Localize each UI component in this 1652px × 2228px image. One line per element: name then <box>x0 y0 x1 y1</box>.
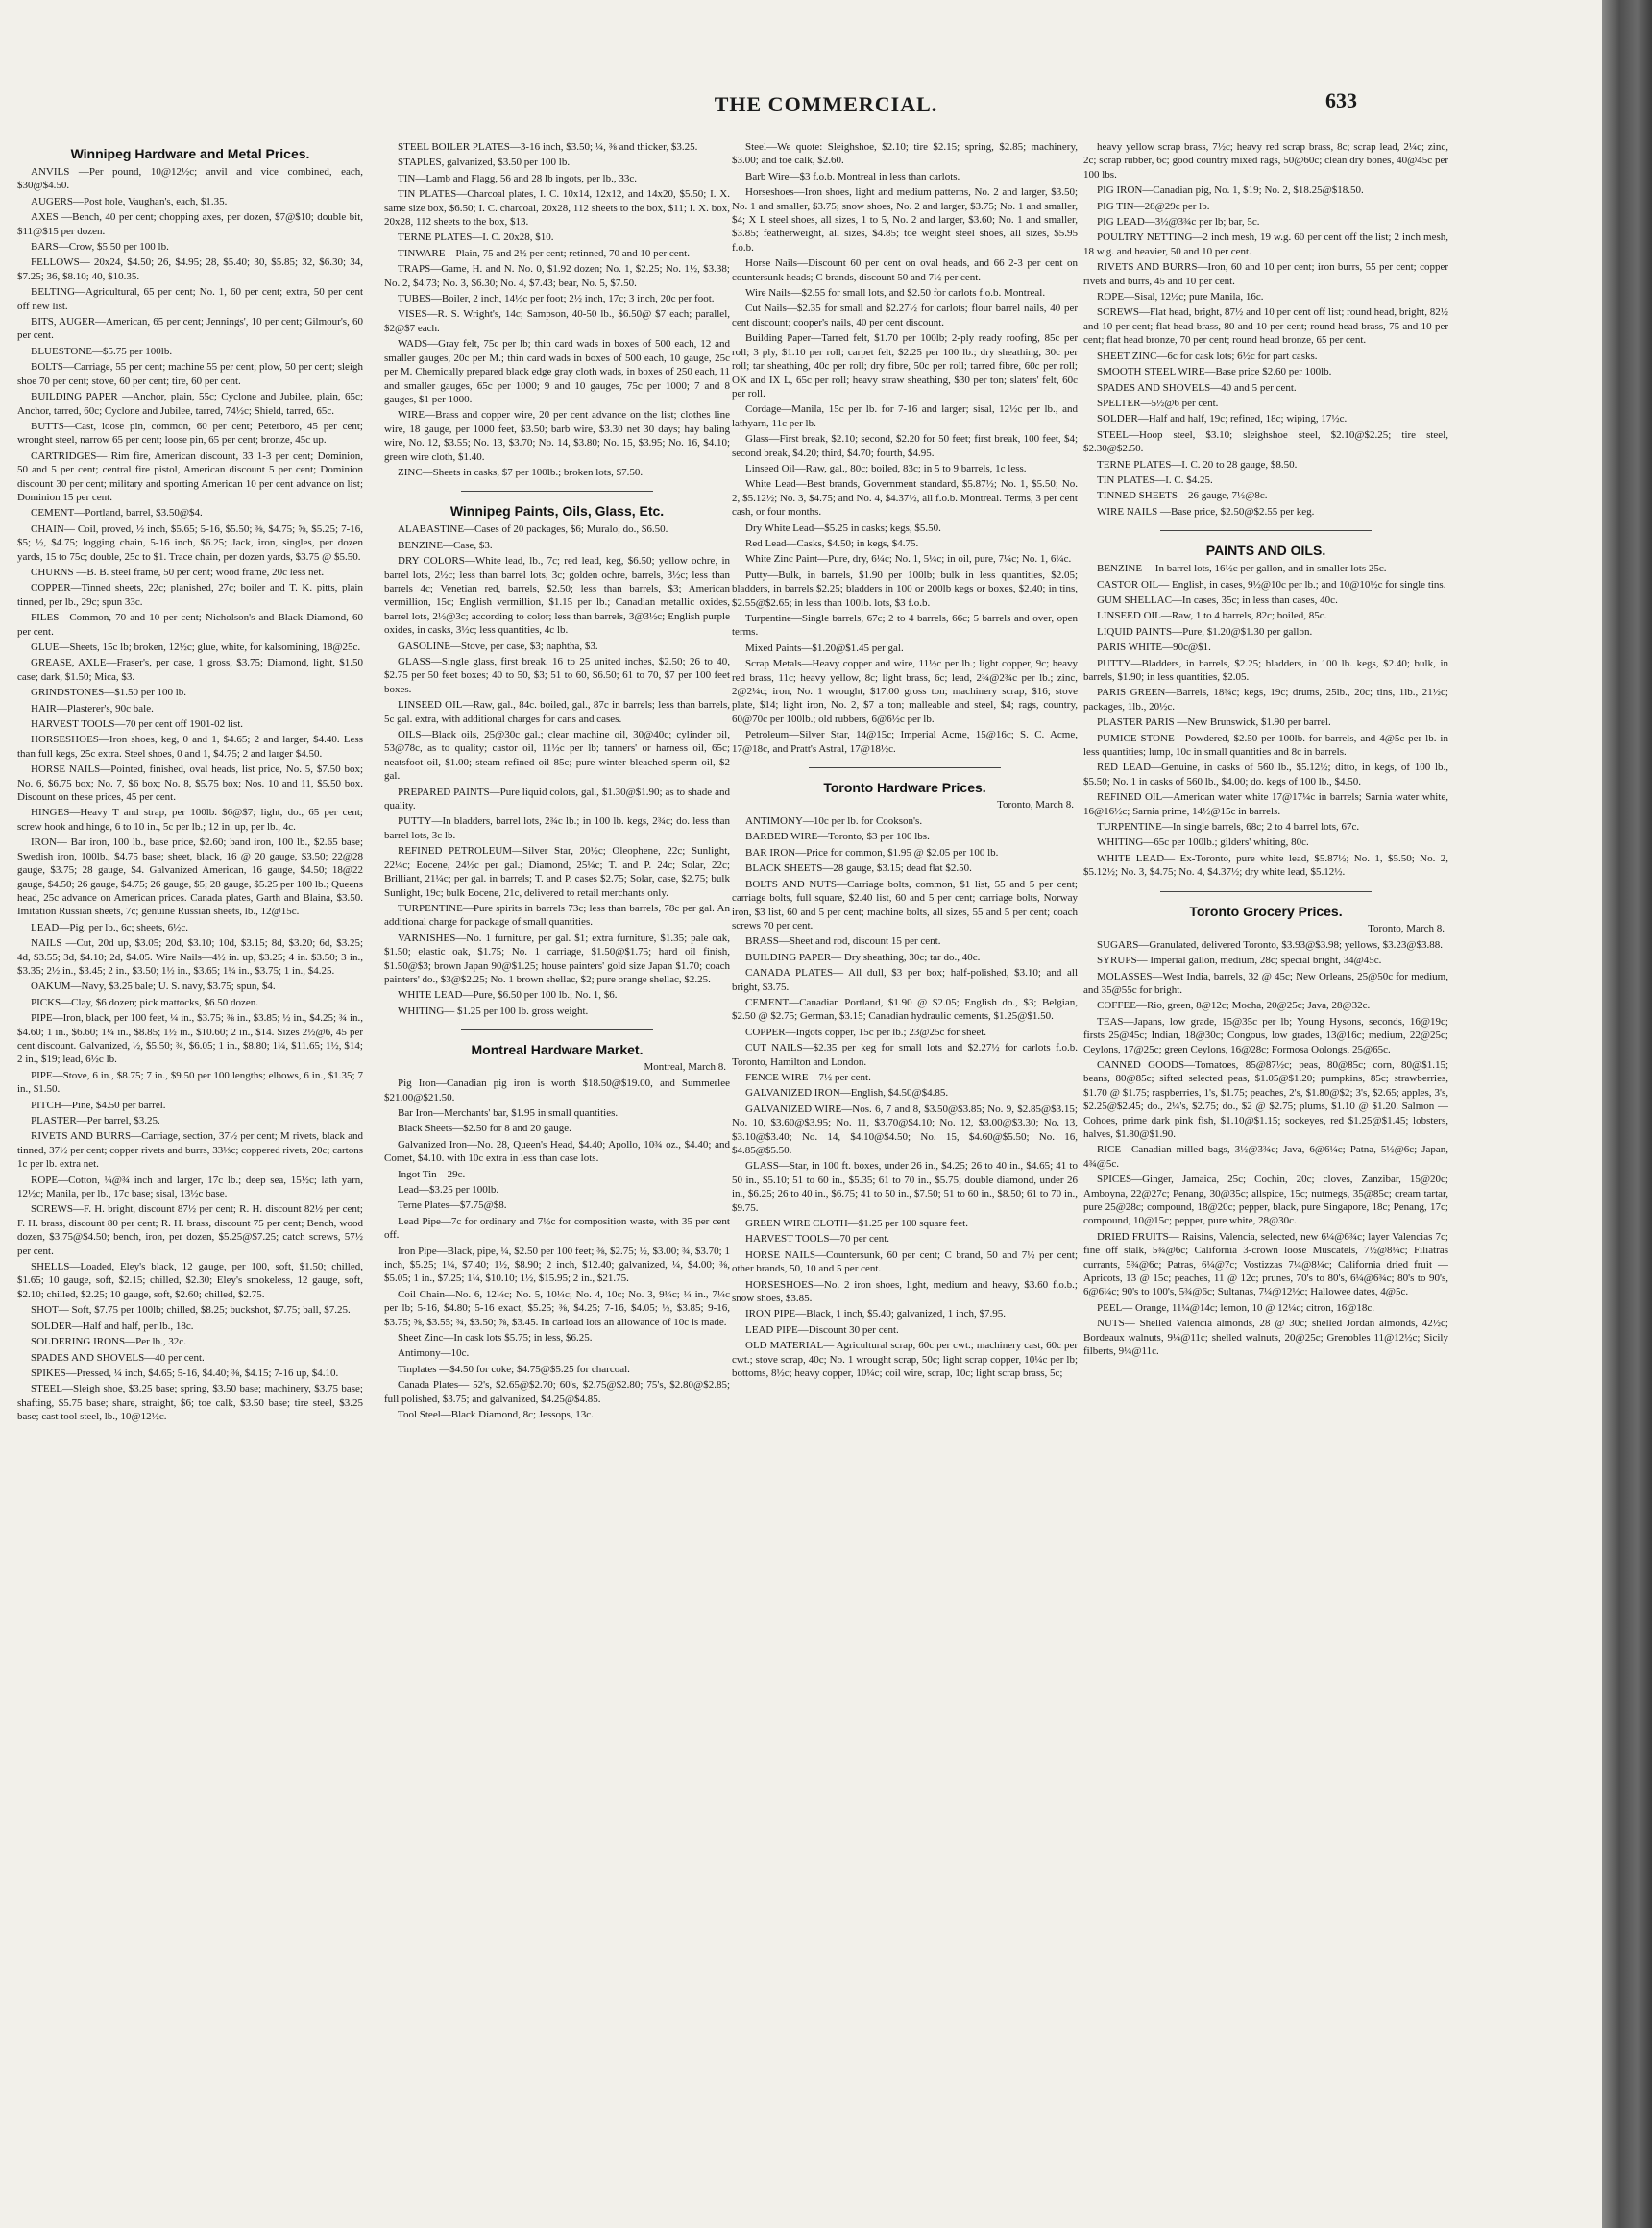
price-entry: HAIR—Plasterer's, 90c bale. <box>31 702 154 714</box>
price-entry: BELTING—Agricultural, 65 per cent; No. 1, 60 per cent; extra, 50 per cent off new list. <box>17 286 363 312</box>
price-entry: SHELLS—Loaded, Eley's black, 12 gauge, per 100, soft, $1.50; chilled, $1.65; 10 gauge, soft, $2.15; chilled, $2.30; Eley's smokeless, 12 gauge, soft, $2.10; chilled, $2.25; 10 gauge, soft, $2.60; chilled, $2.75. <box>17 1261 363 1300</box>
price-entry: WHITE LEAD—Pure, $6.50 per 100 lb.; No. 1, $6. <box>398 989 618 1002</box>
price-entry: REFINED OIL—American water white 17@17¼c in barrels; Sarnia water white, 16@16½c; Sarnia prime, 14½@15c in barrels. <box>1083 791 1448 817</box>
price-entry: SPICES—Ginger, Jamaica, 25c; Cochin, 20c; cloves, Zanzibar, 15@20c; Amboyna, 22@27c; Penang, 30@35c; allspice, 15c; nutmegs, 35@85c; cream tartar, pure 25@28c; compound, 18@20c; pepper, black, pure Singapore, 18c; Penang, 17c; compound, 10@15c; pepper, pure white, 28@30c. <box>1083 1174 1448 1227</box>
price-entry: COPPER—Ingots copper, 15c per lb.; 23@25c for sheet. <box>745 1026 987 1038</box>
price-entry: TEAS—Japans, low grade, 15@35c per lb; Young Hysons, seconds, 16@19c; firsts 25@45c; Indian, 18@30c; Congous, low grades, 13@16c; medium, 22@25c; Ceylons, 17@25c; green Ceylons, 16@28c; Formosa Oolongs, 25@65c. <box>1083 1015 1448 1055</box>
price-entry: POULTRY NETTING—2 inch mesh, 19 w.g. 60 per cent off the list; 2 inch mesh, 18 w.g. and heavier, 50 and 10 per cent. <box>1083 231 1448 257</box>
price-entry: BLACK SHEETS—28 gauge, $3.15; dead flat $2.50. <box>745 862 972 875</box>
price-entry: PUTTY—In bladders, barrel lots, 2¾c lb.; in 100 lb. kegs, 2¾c; do. less than barrel lots, 3c lb. <box>384 815 730 841</box>
price-entry: BLUESTONE—$5.75 per 100lb. <box>31 345 173 357</box>
price-entry: MOLASSES—West India, barrels, 32 @ 45c; New Orleans, 25@50c for medium, and 35@55c for bright. <box>1083 970 1448 996</box>
price-entry: BOLTS—Carriage, 55 per cent; machine 55 per cent; plow, 50 per cent; sleigh shoe 70 per cent; stove, 60 per cent; tire, 60 per cent. <box>17 361 363 387</box>
price-entry: Antimony—10c. <box>398 1347 470 1360</box>
price-entry: VISES—R. S. Wright's, 14c; Sampson, 40-50 lb., $6.50@ $7 each; parallel, $2@$7 each. <box>384 308 730 334</box>
price-entry: RIVETS AND BURRS—Carriage, section, 37½ per cent; M rivets, black and tinned, 37½ per cent; copper rivets and burrs, 33⅓c; coppered rivets, 20c; cartons 1c per lb. extra net. <box>17 1130 363 1171</box>
price-entry: CEMENT—Portland, barrel, $3.50@$4. <box>31 507 203 520</box>
book-spine <box>1602 0 1652 2228</box>
price-entry: TIN—Lamb and Flagg, 56 and 28 lb ingots, per lb., 33c. <box>398 172 637 184</box>
price-entry: CARTRIDGES— Rim fire, American discount, 33 1-3 per cent; Dominion, 50 and 5 per cent; central fire pistol, American discount 5 per cent; Dominion discount 30 per cent; military and sporting American 10 per cent advance on list; Dominion 15 per cent. <box>17 449 363 503</box>
section-dateline: Montreal, March 8. <box>644 1061 726 1074</box>
price-entry: PUMICE STONE—Powdered, $2.50 per 100lb. for barrels, and 4@5c per lb. in less quantities; lump, 10c in small quantities and 8c in barrels. <box>1083 732 1448 759</box>
price-entry: Ingot Tin—29c. <box>398 1168 466 1180</box>
section-title: Montreal Hardware Market. <box>471 1042 644 1058</box>
price-entry: TIN PLATES—I. C. $4.25. <box>1097 473 1213 486</box>
price-entry: AXES —Bench, 40 per cent; chopping axes, per dozen, $7@$10; double bit, $11@$15 per dozen. <box>17 211 363 237</box>
price-entry: PIG IRON—Canadian pig, No. 1, $19; No. 2, $18.25@$18.50. <box>1097 184 1364 197</box>
column-3 <box>732 140 1078 2205</box>
price-entry: STEEL—Sleigh shoe, $3.25 base; spring, $3.50 base; machinery, $3.75 base; shafting, $5.75 base; share, straight, $6; toe calk, $3.50 base; tire steel, $3.25 base; cast tool steel, lb., 10@12½c. <box>17 1383 363 1423</box>
price-entry: BAR IRON—Price for common, $1.95 @ $2.05 per 100 lb. <box>745 846 999 859</box>
price-entry: PICKS—Clay, $6 dozen; pick mattocks, $6.50 dozen. <box>31 996 258 1008</box>
section-divider <box>809 767 1001 768</box>
price-entry: Dry White Lead—$5.25 in casks; kegs, $5.50. <box>745 521 941 534</box>
section-dateline: Toronto, March 8. <box>1368 922 1445 934</box>
price-entry: PLASTER—Per barrel, $3.25. <box>31 1115 160 1126</box>
price-entry: SOLDER—Half and half, per lb., 18c. <box>31 1320 194 1332</box>
price-entry: ZINC—Sheets in casks, $7 per 100lb.; broken lots, $7.50. <box>398 466 644 478</box>
section-dateline: Toronto, March 8. <box>997 799 1074 811</box>
price-entry: PITCH—Pine, $4.50 per barrel. <box>31 1099 166 1111</box>
price-entry: WADS—Gray felt, 75c per lb; thin card wads in boxes of 500 each, 12 and smaller gauges, 20c per M.; thin card wads in boxes of 500 each, 10 gauge, 25c per M. Chemically prepared black edge gray cloth wads, in boxes of 250 each, 11 and smaller gauges, 65c per 1000; 9 and 10 gauges, 75c per 1000; 7 and 8 gauges, $1 per 1000. <box>384 338 730 405</box>
price-entry: SHEET ZINC—6c for cask lots; 6½c for part casks. <box>1097 350 1318 362</box>
price-entry: SMOOTH STEEL WIRE—Base price $2.60 per 100lb. <box>1097 366 1332 378</box>
price-entry: GALVANIZED IRON—English, $4.50@$4.85. <box>745 1087 949 1100</box>
column-4 <box>1083 140 1448 2205</box>
price-entry: Horse Nails—Discount 60 per cent on oval heads, and 66 2-3 per cent on countersunk heads; C brands, discount 50 and 7½ per cent. <box>732 257 1078 283</box>
page-number: 633 <box>1325 88 1357 112</box>
price-entry: White Zinc Paint—Pure, dry, 6¼c; No. 1, 5¼c; in oil, pure, 7¼c; No. 1, 6¼c. <box>745 553 1072 566</box>
price-entry: SCREWS—Flat head, bright, 87½ and 10 per cent off list; round head, bright, 82½ and 10 per cent; flat head brass, 80 and 10 per cent; round head brass, 75 and 10 per cent; flat head bronze, 70 per cent; round head bronze, 65 per cent. <box>1083 306 1448 347</box>
price-entry: RIVETS AND BURRS—Iron, 60 and 10 per cent; iron burrs, 55 per cent; copper rivets and burrs, 45 and 10 per cent. <box>1083 261 1448 287</box>
price-entry: REFINED PETROLEUM—Silver Star, 20½c; Oleophene, 22c; Sunlight, 22¼c; Eocene, 24½c per gal.; Diamond, 25¼c; T. and P. 24c; Solar, 22c; Brilliant, 21¼c; per gal. in barrels; T. and P. cases $2.75; Solar, case, $2.75; bulk Sunlight, 19c; bulk Eocene, 21c, delivered to retail merchants only. <box>384 845 730 899</box>
price-entry: HORSESHOES—No. 2 iron shoes, light, medium and heavy, $3.60 f.o.b.; snow shoes, $3.85. <box>732 1278 1078 1305</box>
price-entry: Building Paper—Tarred felt, $1.70 per 100lb; 2-ply ready roofing, 85c per roll; 3 ply, $1.10 per roll; carpet felt, $2.25 per 100 lb.; dry sheathing, 30c per roll; tar sheathing, 40c per roll; dry fibre, 50c per roll; tarred fibre, 60c per roll; OK and IX L, 65c per roll; heavy straw sheathing, $30 per ton; slaters' felt, 60c per roll. <box>732 332 1078 400</box>
section-divider <box>461 1029 653 1030</box>
price-entry: SHOT— Soft, $7.75 per 100lb; chilled, $8.25; buckshot, $7.75; ball, $7.25. <box>31 1304 351 1317</box>
price-entry: PARIS GREEN—Barrels, 18¾c; kegs, 19c; drums, 25lb., 20c; tins, 1lb., 21½c; packages, 1lb., 20½c. <box>1083 687 1448 713</box>
price-entry: White Lead—Best brands, Government standard, $5.87½; No. 1, $5.50; No. 2, $5.12½; No. 3, $4.75; and No. 4, $4.37½, all f.o.b. Montreal. Terms, 3 per cent cash, or four months. <box>732 478 1078 519</box>
price-entry: RED LEAD—Genuine, in casks of 560 lb., $5.12½; ditto, in kegs, of 100 lb., $5.50; No. 1 in casks of 560 lb., $4.00; do. kegs of 100 lb., $4.50. <box>1083 762 1448 787</box>
price-entry: PUTTY—Bladders, in barrels, $2.25; bladders, in 100 lb. kegs, $2.40; bulk, in barrels, $1.90; in less quantities, $2.05. <box>1083 657 1448 683</box>
price-entry: PARIS WHITE—90c@$1. <box>1097 642 1211 654</box>
column-1 <box>17 140 363 2205</box>
price-entry: CANNED GOODS—Tomatoes, 85@87½c; peas, 80@85c; corn, 80@$1.15; beans, 80@85c; sifted selected peas, $1.05@$1.20; pumpkins, 85c; strawberries, $1.70 @ $1.75; raspberries, 1's, $1.75; peaches, 2's, $1.80@$2; 3's, $2.65; apples, 3's, $2.25@$2.45; do., 2¼'s, $2.75; do., $2 @ $2.75; plums, $1.10 @ $1.20. Salmon —Cohoes, prime dark pink fish, $1.10@$1.15; sockeyes, red $1.25@$1.45; lobsters, halves, $1.80@$1.90. <box>1083 1058 1448 1140</box>
price-entry: GLASS—Star, in 100 ft. boxes, under 26 in., $4.25; 26 to 40 in., $4.65; 41 to 50 in., $5.10; 51 to 60 in., $5.35; 61 to 70 in., $5.75; double diamond, under 26 in., $6.25; 26 to 40 in., $6.75; 41 to 50 in., $7.50; 51 to 60 in., $8.50; 61 to 70 in., $9.75. <box>732 1160 1078 1214</box>
price-entry: Cordage—Manila, 15c per lb. for 7-16 and larger; sisal, 12½c per lb., and lathyarn, 11c per lb. <box>732 403 1078 429</box>
price-entry: AUGERS—Post hole, Vaughan's, each, $1.35. <box>31 195 228 207</box>
price-entry: HORSE NAILS—Pointed, finished, oval heads, list price, No. 5, $7.50 box; No. 6, $6.75 box; No. 7, $6 box; No. 8, $5.75 box; Nos. 10 and 11, $5.50 box. Discount on these prices, 45 per cent. <box>17 763 363 804</box>
price-entry: WHITE LEAD— Ex-Toronto, pure white lead, $5.87½; No. 1, $5.50; No. 2, $5.12½; No. 3, $4.75; No. 4, $4.37½; dry white lead, $5.12½. <box>1083 852 1448 879</box>
price-entry: WIRE—Brass and copper wire, 20 per cent advance on the list; clothes line wire, 18 gauge, per 1000 feet, $3.50; barb wire, $3.30 net 30 days; hay baling wire, No. 12, $3.55; No. 13, $3.70; No. 14, $3.80; No. 15, $3.95; No. 16, $4.10; green wire cloth, $1.40. <box>384 409 730 463</box>
price-entry: BUILDING PAPER —Anchor, plain, 55c; Cyclone and Jubilee, plain, 65c; Anchor, tarred, 60c; Cyclone and Jubilee, tarred, 74½c; Shield, tarred, 65c. <box>17 391 363 417</box>
price-entry: Horseshoes—Iron shoes, light and medium patterns, No. 2 and larger, $3.50; No. 1 and smaller, $3.75; snow shoes, No. 2 and larger, $3.75; No. 1 and smaller, $4; X L steel shoes, all sizes, 1 to 5, No. 2 and larger, $3.60; No. 1 and smaller, $3.85; featherweight, all sizes, $4.85; toe weight steel shoes, all sizes, $5.95 f.o.b. <box>732 186 1078 254</box>
price-entry: GLASS—Single glass, first break, 16 to 25 united inches, $2.50; 26 to 40, $2.75 per 50 feet boxes; 40 to 50, $3; 51 to 60, $6.50; 61 to 70, $7 per 100 feet boxes. <box>384 656 730 695</box>
price-entry: HARVEST TOOLS—70 per cent. <box>745 1233 890 1246</box>
price-entry: HORSESHOES—Iron shoes, keg, 0 and 1, $4.65; 2 and larger, $4.40. Less than full kegs, 25c extra. Steel shoes, 0 and 1, $4.75; 2 and larger $4.50. <box>17 734 363 760</box>
price-entry: CANADA PLATES— All dull, $3 per box; half-polished, $3.10; and all bright, $3.75. <box>732 967 1078 993</box>
price-entry: LEAD PIPE—Discount 30 per cent. <box>745 1323 899 1336</box>
price-entry: PIG TIN—28@29c per lb. <box>1097 200 1210 212</box>
price-entry: SYRUPS— Imperial gallon, medium, 28c; special bright, 34@45c. <box>1097 955 1382 967</box>
price-entry: ANVILS —Per pound, 10@12½c; anvil and vice combined, each, $30@$4.50. <box>17 166 363 192</box>
price-entry: Turpentine—Single barrels, 67c; 2 to 4 barrels, 66c; 5 barrels and over, open terms. <box>732 613 1078 639</box>
price-entry: SPADES AND SHOVELS—40 and 5 per cent. <box>1097 381 1297 394</box>
price-entry: BARBED WIRE—Toronto, $3 per 100 lbs. <box>745 831 930 843</box>
price-entry: GASOLINE—Stove, per case, $3; naphtha, $3. <box>398 640 598 652</box>
price-entry: TRAPS—Game, H. and N. No. 0, $1.92 dozen; No. 1, $2.25; No. 1½, $3.38; No. 2, $4.73; No. 3, $6.30; No. 4, $7.43; bear, No. 5, $7.50. <box>384 263 730 289</box>
price-entry: BARS—Crow, $5.50 per 100 lb. <box>31 241 169 254</box>
price-entry: FELLOWS— 20x24, $4.50; 26, $4.95; 28, $5.40; 30, $5.85; 32, $6.30; 34, $7.25; 36, $8.10; 40, $10.35. <box>17 256 363 282</box>
price-entry: OILS—Black oils, 25@30c gal.; clear machine oil, 30@40c; cylinder oil, 53@78c, as to quality; castor oil, 11½c per lb; tanners' or harness oil, 65c; neatsfoot oil, $1.00; steam refined oil 85c; pure winter bleached sperm oil, $2 gal. <box>384 729 730 783</box>
section-title: Toronto Grocery Prices. <box>1189 903 1343 919</box>
price-entry: CHAIN— Coil, proved, ½ inch, $5.65; 5-16, $5.50; ⅜, $4.75; ⅝, $5.25; 7-16, $5; ½, $4.75; logging chain, 5-16 inch, $6.25; Jack, iron, singles, per dozen yards, 15 to 75c; double, 25c to $1. Trace chain, per dozen yards, $3.75 @ $5.50. <box>17 522 363 563</box>
price-entry: Putty—Bulk, in barrels, $1.90 per 100lb; bulk in less quantities, $2.05; bladders, in barrels $2.25; bladders in 100 or 200lb kegs or boxes, $2.40; in tins, $2.55@$2.65; in less than 100lb. lots, $3 f.o.b. <box>732 569 1078 609</box>
price-entry: Glass—First break, $2.10; second, $2.20 for 50 feet; first break, 100 feet, $4; second break, $4.20; third, $4.70; fourth, $4.95. <box>732 433 1078 459</box>
section-title: PAINTS AND OILS. <box>1205 543 1326 559</box>
price-entry: CHURNS —B. B. steel frame, 50 per cent; wood frame, 20c less net. <box>31 566 325 578</box>
price-entry: TINWARE—Plain, 75 and 2½ per cent; retinned, 70 and 10 per cent. <box>398 247 690 259</box>
price-entry: PIG LEAD—3½@3¾c per lb; bar, 5c. <box>1097 216 1260 229</box>
price-entry: Terne Plates—$7.75@$8. <box>398 1199 507 1212</box>
price-entry: DRY COLORS—White lead, lb., 7c; red lead, keg, $6.50; yellow ochre, in barrel lots, 2½c; less than barrel lots, 3c; golden ochre, barrels, 3½c; less than barrels 4c; Venetian red, barrels, $2.50; less than barrels, $3; American vermillion, 15c; English vermillion, $1.15 per lb.; Canadian metallic oxides, barrel lots, 2½@3c; according to color; less than barrels, 3@3½c; English purple oxides, in casks, 3½c; less quantities, 4c lb. <box>384 555 730 637</box>
price-entry: BITS, AUGER—American, 65 per cent; Jennings', 10 per cent; Gilmour's, 60 per cent. <box>17 316 363 342</box>
price-entry: PEEL— Orange, 11¼@14c; lemon, 10 @ 12¼c; citron, 16@18c. <box>1097 1301 1375 1314</box>
price-entry: Lead—$3.25 per 100lb. <box>398 1184 499 1196</box>
price-entry: TIN PLATES—Charcoal plates, I. C. 10x14, 12x12, and 14x20, $5.50; I. X. same size box, $6.50; I. C. charcoal, 20x28, 112 sheets to the box, $11; I. X. box, 20x28, 112 sheets to the box, $13. <box>384 188 730 229</box>
price-entry: Mixed Paints—$1.20@$1.45 per gal. <box>745 642 904 654</box>
price-entry: GALVANIZED WIRE—Nos. 6, 7 and 8, $3.50@$3.85; No. 9, $2.85@$3.15; No. 10, $3.60@$3.95; No. 11, $3.70@$4.10; No. 12, $3.00@$3.30; No. 13, $3.10@$3.40; No. 14, $4.10@$4.50; No. 15, $4.60@$5.50; No. 16, $4.85@$5.50. <box>732 1102 1078 1156</box>
price-entry: BRASS—Sheet and rod, discount 15 per cent. <box>745 935 941 948</box>
price-entry: TINNED SHEETS—26 gauge, 7½@8c. <box>1097 490 1268 502</box>
masthead-title: THE COMMERCIAL. <box>714 92 938 116</box>
price-entry: Canada Plates— 52's, $2.65@$2.70; 60's, $2.75@$2.80; 75's, $2.80@$2.85; full polished, $3.75; and galvanized, $4.25@$4.85. <box>384 1379 730 1405</box>
price-entry: WHITING—65c per 100lb.; gilders' whiting, 80c. <box>1097 836 1309 849</box>
price-entry: Tinplates —$4.50 for coke; $4.75@$5.25 for charcoal. <box>398 1363 630 1375</box>
price-entry: COPPER—Tinned sheets, 22c; planished, 27c; boiler and T. K. pitts, plain tinned, per lb., 29c; spun 33c. <box>17 582 363 608</box>
price-entry: LEAD—Pig, per lb., 6c; sheets, 6½c. <box>31 921 189 933</box>
price-entry: BUTTS—Cast, loose pin, common, 60 per cent; Peterboro, 45 per cent; wrought steel, narrow 65 per cent; loose pin, 65 per cent; bronze, 45c up. <box>17 420 363 447</box>
price-entry: TERNE PLATES—I. C. 20 to 28 gauge, $8.50. <box>1097 458 1298 471</box>
price-entry: Cut Nails—$2.35 for small and $2.27½ for carlots; flour barrel nails, 40 per cent discount; cooper's nails, 40 per cent discount. <box>732 303 1078 328</box>
price-entry: LINSEED OIL—Raw, gal., 84c. boiled, gal., 87c in barrels; less than barrels, 5c gal. extra, with additional charges for cans and cases. <box>384 699 730 725</box>
price-entry: SPIKES—Pressed, ¼ inch, $4.65; 5-16, $4.40; ⅜, $4.15; 7-16 up, $4.10. <box>31 1367 339 1379</box>
price-entry: GREEN WIRE CLOTH—$1.25 per 100 square feet. <box>745 1218 968 1230</box>
price-entry: Tool Steel—Black Diamond, 8c; Jessops, 13c. <box>398 1409 594 1421</box>
price-entry: TURPENTINE—Pure spirits in barrels 73c; less than barrels, 78c per gal. An additional charge for package of small quantities. <box>384 902 730 929</box>
price-entry: BENZINE—Case, $3. <box>398 539 493 551</box>
price-entry: Galvanized Iron—No. 28, Queen's Head, $4.40; Apollo, 10¾ oz., $4.40; and Comet, $4.10. with 10c extra in less than case lots. <box>384 1138 730 1165</box>
price-entry: NUTS— Shelled Valencia almonds, 28 @ 30c; shelled Jordan almonds, 42½c; Bordeaux walnuts, 9¼@11c; shelled walnuts, 20@25c; Grenobles 11@12½c; Sicily filberts, 9¼@11c. <box>1083 1318 1448 1358</box>
price-entry: FENCE WIRE—7½ per cent. <box>745 1071 871 1083</box>
price-entry: Sheet Zinc—In cask lots $5.75; in less, $6.25. <box>398 1332 593 1344</box>
section-divider <box>1160 530 1372 531</box>
price-entry: Black Sheets—$2.50 for 8 and 20 gauge. <box>398 1123 571 1135</box>
price-entry: PIPE—Stove, 6 in., $8.75; 7 in., $9.50 per 100 lengths; elbows, 6 in., $1.35; 7 in., $1.50. <box>17 1069 363 1096</box>
price-entry: CASTOR OIL— English, in cases, 9½@10c per lb.; and 10@10½c for single tins. <box>1097 578 1446 591</box>
price-entry: ALABASTINE—Cases of 20 packages, $6; Muralo, do., $6.50. <box>398 523 668 536</box>
price-entry: OLD MATERIAL— Agricultural scrap, 60c per cwt.; machinery cast, 60c per cwt.; stove scrap, 40c; No. 1 wrought scrap, 50c; light scrap copper, 10¼c per lb; bottoms, 8½c; heavy copper, 10¼c; coil wire, scrap, 10c; light scrap brass, 5c; <box>732 1340 1078 1380</box>
price-entry: HINGES—Heavy T and strap, per 100lb. $6@$7; light, do., 65 per cent; screw hook and hinge, 6 to 10 in., 5c per lb.; 12 in. up, per lb., 4c. <box>17 807 363 833</box>
price-entry: Petroleum—Silver Star, 14@15c; Imperial Acme, 15@16c; S. C. Acme, 17@18c, and Pratt's Astral, 17@18½c. <box>732 729 1078 755</box>
price-entry: OAKUM—Navy, $3.25 bale; U. S. navy, $3.75; spun, $4. <box>31 981 276 993</box>
price-entry: Linseed Oil—Raw, gal., 80c; boiled, 83c; in 5 to 9 barrels, 1c less. <box>745 462 1027 474</box>
price-entry: Coil Chain—No. 6, 12¼c; No. 5, 10¼c; No. 4, 10c; No. 3, 9¼c; ¼ in., 7¼c per lb; 5-16, $4.80; 5-16 exact, $5.25; ⅜, $4.25; 7-16, $4.05; ½, $3.85; 9-16, $3.75; ⅝, $3.55; ¾, $3.50; ⅞, $3.45. In carload lots an allowance of 10c is made. <box>384 1288 730 1328</box>
price-entry: DRIED FRUITS— Raisins, Valencia, selected, new 6¼@6¾c; layer Valencias 7c; fine off stalk, 5¾@6c; California 3-crown loose Muscatels, 7½@8¼c; Filiatras currants, 5¾@6c; Patras, 6¼@7c; Vostizzas 7¼@8¼c; California dried fruit — Apricots, 13 @ 15c; peaches, 11 @ 12c; prunes, 70's to 80's, 6¼@6¾c; 80's to 90's, 6@6¼c; 90's to 100's, 5¾@6c; Sultanas, 7¼@12½c; Hallowee dates, 4@5c. <box>1083 1230 1448 1298</box>
price-entry: SOLDER—Half and half, 19c; refined, 18c; wiping, 17½c. <box>1097 413 1348 425</box>
price-entry: NAILS —Cut, 20d up, $3.05; 20d, $3.10; 10d, $3.15; 8d, $3.20; 6d, $3.25; 4d, $3.55; 3d, $4.10; 2d, $4.05. Wire Nails—4½ in. up, $3.25; 4 in. $3.50; 3 in., $3.35; 2½ in., $3.45; 2 in., $3.50; 1½ in., $3.65; 1¼ in., $3.75; 1 in., $4.25. <box>17 937 363 977</box>
price-entry: IRON PIPE—Black, 1 inch, $5.40; galvanized, 1 inch, $7.95. <box>745 1308 1006 1320</box>
price-entry: Steel—We quote: Sleighshoe, $2.10; tire $2.15; spring, $2.85; machinery, $3.00; and toe calk, $2.60. <box>732 141 1078 167</box>
price-entry: LIQUID PAINTS—Pure, $1.20@$1.30 per gallon. <box>1097 625 1313 638</box>
price-entry: BOLTS AND NUTS—Carriage bolts, common, $1 list, 55 and 5 per cent; carriage bolts, full square, $2.40 list, 60 and 5 per cent; carriage bolts, Norway iron, $3 list, 60 and 5 per cent; machine bolts, all sizes, 55 and 5 per cent; coach screws 70 per cent. <box>732 878 1078 932</box>
price-entry: TERNE PLATES—I. C. 20x28, $10. <box>398 231 554 244</box>
price-entry: Lead Pipe—7c for ordinary and 7½c for composition waste, with 35 per cent off. <box>384 1215 730 1242</box>
section-divider <box>1160 891 1372 892</box>
price-entry: Red Lead—Casks, $4.50; in kegs, $4.75. <box>745 537 919 549</box>
price-entry: GUM SHELLAC—In cases, 35c; in less than cases, 40c. <box>1097 593 1338 606</box>
price-entry: SUGARS—Granulated, delivered Toronto, $3.93@$3.98; yellows, $3.23@$3.88. <box>1097 938 1443 951</box>
price-entry: Wire Nails—$2.55 for small lots, and $2.50 for carlots f.o.b. Montreal. <box>745 287 1046 300</box>
price-entry: HARVEST TOOLS—70 per cent off 1901-02 list. <box>31 718 244 731</box>
price-entry: TURPENTINE—In single barrels, 68c; 2 to 4 barrel lots, 67c. <box>1097 821 1360 834</box>
price-entry: PREPARED PAINTS—Pure liquid colors, gal., $1.30@$1.90; as to shade and quality. <box>384 786 730 812</box>
price-entry: ROPE—Sisal, 12½c; pure Manila, 16c. <box>1097 291 1264 303</box>
price-entry: SOLDERING IRONS—Per lb., 32c. <box>31 1336 186 1348</box>
price-entry: Barb Wire—$3 f.o.b. Montreal in less than carlots. <box>745 170 960 182</box>
price-entry: FILES—Common, 70 and 10 per cent; Nicholson's and Black Diamond, 60 per cent. <box>17 612 363 638</box>
price-entry: CEMENT—Canadian Portland, $1.90 @ $2.05; English do., $3; Belgian, $2.50 @ $2.75; German, $3.15; Canadian hydraulic cements, $1.25@$1.50. <box>732 996 1078 1023</box>
price-entry: STEEL—Hoop steel, $3.10; sleighshoe steel, $2.10@$2.25; tire steel, $2.30@$2.50. <box>1083 428 1448 455</box>
price-entry: Iron Pipe—Black, pipe, ¼, $2.50 per 100 feet; ⅜, $2.75; ½, $3.00; ¾, $3.70; 1 inch, $5.25; 1¼, $7.40; 1½, $8.90; 2 inch, $12.40; galvanized, ¼, $4.00; ⅜, $5.05; 1 in., $7.25; 1¼, $10.10; 1½, $15.95; 2 in., $21.75. <box>384 1245 730 1285</box>
price-entry: STAPLES, galvanized, $3.50 per 100 lb. <box>398 157 571 169</box>
price-entry: heavy yellow scrap brass, 7½c; heavy red scrap brass, 8c; scrap lead, 2¼c; zinc, 2c; scrap rubber, 6c; good country mixed rags, 50@60c; clean dry bones, 40@45c per 100 lbs. <box>1083 141 1448 181</box>
price-entry: RICE—Canadian milled bags, 3½@3¾c; Java, 6@6¼c; Patna, 5½@6c; Japan, 4¾@5c. <box>1083 1144 1448 1170</box>
price-entry: GLUE—Sheets, 15c lb; broken, 12½c; glue, white, for kalsomining, 18@25c. <box>31 642 361 653</box>
price-entry: PIPE—Iron, black, per 100 feet, ¼ in., $3.75; ⅜ in., $3.85; ½ in., $4.25; ¾ in., $4.60; 1 in., $6.60; 1¼ in., $8.85; 1½ in., $10.60; 2 in., $14. Sizes 2½@6, 45 per cent discount. Galvanized, ½, $5.50; ¾, $6.05; 1 in., $8.80; 1¼, $11.65; 1½, $14; 2 in., $19; lead, 6½c lb. <box>17 1012 363 1066</box>
price-entry: CUT NAILS—$2.35 per keg for small lots and $2.27½ for carlots f.o.b. Toronto, Hamilton and London. <box>732 1042 1078 1068</box>
price-entry: WHITING— $1.25 per 100 lb. gross weight. <box>398 1005 589 1017</box>
price-entry: PLASTER PARIS —New Brunswick, $1.90 per barrel. <box>1097 716 1331 729</box>
price-entry: Pig Iron—Canadian pig iron is worth $18.50@$19.00, and Summerlee $21.00@$21.50. <box>384 1078 730 1103</box>
price-entry: LINSEED OIL—Raw, 1 to 4 barrels, 82c; boiled, 85c. <box>1097 610 1327 622</box>
price-entry: GREASE, AXLE—Fraser's, per case, 1 gross, $3.75; Diamond, light, $1.50 case; dark, $1.50; Mica, $3. <box>17 657 363 683</box>
price-entry: BUILDING PAPER— Dry sheathing, 30c; tar do., 40c. <box>745 951 981 963</box>
price-entry: COFFEE—Rio, green, 8@12c; Mocha, 20@25c; Java, 28@32c. <box>1097 1000 1371 1012</box>
section-title: Winnipeg Hardware and Metal Prices. <box>70 146 310 161</box>
price-entry: TUBES—Boiler, 2 inch, 14½c per foot; 2½ inch, 17c; 3 inch, 20c per foot. <box>398 293 715 305</box>
price-entry: ROPE—Cotton, ¼@¾ inch and larger, 17c lb.; deep sea, 15½c; lath yarn, 12½c; Manila, per lb., 17c base; sisal, 13½c base. <box>17 1174 363 1200</box>
price-entry: VARNISHES—No. 1 furniture, per gal. $1; extra furniture, $1.35; pale oak, $1.50; elastic oak, $1.75; No. 1 carriage, $1.50@$1.75; hard oil finish, $1.50@$3; brown Japan 90@$1.25; house painters' gold size Japan $1.70; coach painters' do., $3@$2.25; No. 1 brown shellac, $2; pure orange shellac, $2.25. <box>384 932 730 985</box>
price-entry: IRON— Bar iron, 100 lb., base price, $2.60; band iron, 100 lb., $2.65 base; Swedish iron, 100lb., $4.75 base; sheet, black, 16 @ 20 gauge, $3.50; 22@28 gauge, $3.75; 28 gauge, $4. Galvanized American, 16 gauge, $4.50; 18@22 gauge, $4.50; 26 gauge, $4.75; 26 gauge, $5; 28 gauge, $5.25 per 100 lb.; Queens head, 25c advance on American prices. Canada plates, Garth and Blaina, $3.50. Imitation Russian sheets, 7c; genuine Russian sheets, lb., 12@15c. <box>17 836 363 918</box>
price-entry: Bar Iron—Merchants' bar, $1.95 in small quantities. <box>398 1106 619 1119</box>
price-entry: GRINDSTONES—$1.50 per 100 lb. <box>31 687 187 699</box>
price-entry: SPADES AND SHOVELS—40 per cent. <box>31 1351 205 1364</box>
price-entry: WIRE NAILS —Base price, $2.50@$2.55 per keg. <box>1097 505 1315 518</box>
price-entry: SPELTER—5½@6 per cent. <box>1097 397 1219 409</box>
price-entry: Scrap Metals—Heavy copper and wire, 11½c per lb.; light copper, 9c; heavy red brass, 11c; heavy yellow, 8c; light brass, 6c; lead, 2¾@2¾c per lb.; zinc, 2@2¼c; iron, No. 1 wrought, $17.00 gross ton; machinery scrap, $16; stove plate, $14; light iron, No. 2, $7 a ton; malleable and steel, $4; rags, country, 60@70c per 100lb.; old rubbers, 6@6½c per lb. <box>732 658 1078 725</box>
price-entry: ANTIMONY—10c per lb. for Cookson's. <box>745 815 923 828</box>
column-2 <box>384 140 730 2205</box>
section-title: Winnipeg Paints, Oils, Glass, Etc. <box>449 503 665 520</box>
price-entry: BENZINE— In barrel lots, 16½c per gallon, and in smaller lots 25c. <box>1097 563 1387 575</box>
section-divider <box>461 491 653 492</box>
price-entry: SCREWS—F. H. bright, discount 87½ per cent; R. H. discount 82½ per cent; F. H. brass, discount 80 per cent; R. H. brass, discount 75 per cent; Bench, wood dozen, $3.75@$4.50; bench, iron, per dozen, $5.25@$7.25; catch screws, 57½ per cent. <box>17 1203 363 1257</box>
section-title: Toronto Hardware Prices. <box>823 780 986 796</box>
price-entry: HORSE NAILS—Countersunk, 60 per cent; C brand, 50 and 7½ per cent; other brands, 50, 10 and 5 per cent. <box>732 1248 1078 1275</box>
price-entry: STEEL BOILER PLATES—3-16 inch, $3.50; ¼, ⅜ and thicker, $3.25. <box>398 141 698 153</box>
